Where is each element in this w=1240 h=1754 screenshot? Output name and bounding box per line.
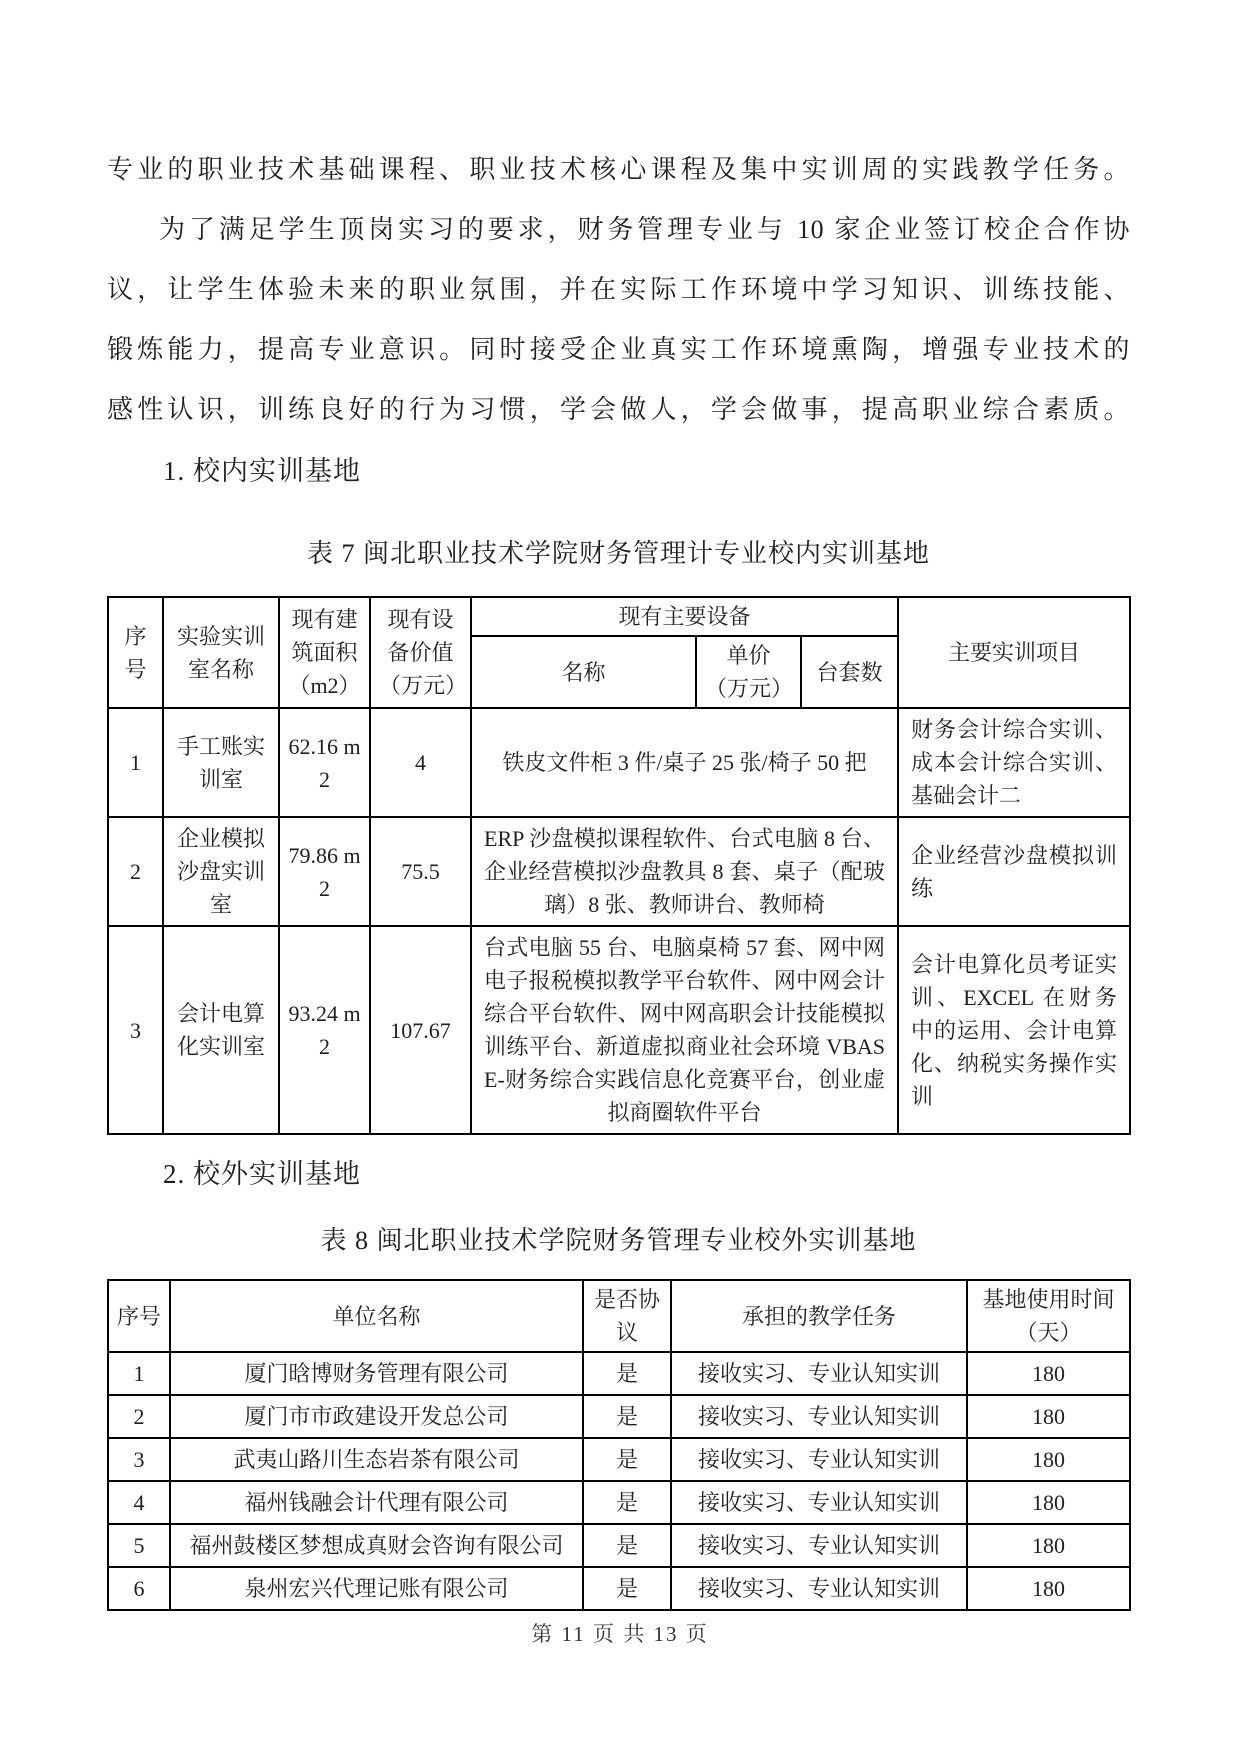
row-projects: 企业经营沙盘模拟训练: [898, 817, 1130, 926]
row-agree: 是: [583, 1481, 671, 1524]
table8-header-no: 序号: [108, 1280, 170, 1352]
paragraph-line: 锻炼能力，提高专业意识。同时接受企业真实工作环境熏陶，增强专业技术的: [107, 335, 1130, 364]
row-task: 接收实习、专业认知实训: [671, 1567, 967, 1610]
row-company: 武夷山路川生态岩茶有限公司: [170, 1438, 583, 1481]
table-row: [108, 1438, 1130, 1481]
row-area: 93.24 m2: [279, 926, 370, 1134]
paragraph-line: 议，让学生体验未来的职业氛围，并在实际工作环境中学习知识、训练技能、: [107, 275, 1130, 304]
row-area: 62.16 m2: [279, 708, 370, 817]
table7-header-room: 实验实训室名称: [163, 597, 279, 708]
row-company: 福州鼓楼区梦想成真财会咨询有限公司: [170, 1524, 583, 1567]
table7-header-row-1: [108, 597, 1130, 636]
section-heading-campus-external: 2. 校外实训基地: [163, 1159, 361, 1189]
row-no: 2: [108, 817, 163, 926]
row-time: 180: [967, 1524, 1130, 1567]
row-task: 接收实习、专业认知实训: [671, 1481, 967, 1524]
row-time: 180: [967, 1352, 1130, 1395]
row-task: 接收实习、专业认知实训: [671, 1524, 967, 1567]
row-company: 厦门市市政建设开发总公司: [170, 1395, 583, 1438]
paragraph-line: 为了满足学生顶岗实习的要求，财务管理专业与 10 家企业签订校企合作协: [159, 215, 1130, 244]
page-number-footer: 第 11 页 共 13 页: [531, 1622, 709, 1646]
table7-header-projects: 主要实训项目: [898, 597, 1130, 708]
row-projects: 会计电算化员考证实训、EXCEL 在财务中的运用、会计电算化、纳税实务操作实训: [898, 926, 1130, 1134]
row-agree: 是: [583, 1352, 671, 1395]
table-row: [108, 1352, 1130, 1395]
row-agree: 是: [583, 1395, 671, 1438]
row-no: 3: [108, 926, 163, 1134]
row-value: 107.67: [370, 926, 471, 1134]
table8-caption: 表 8 闽北职业技术学院财务管理专业校外实训基地: [320, 1226, 917, 1255]
table8-header-row: [108, 1280, 1130, 1352]
row-no: 1: [108, 1352, 170, 1395]
table7-header-equip-qty: 台套数: [801, 636, 898, 708]
row-no: 1: [108, 708, 163, 817]
row-time: 180: [967, 1567, 1130, 1610]
table7-header-equip-name: 名称: [471, 636, 696, 708]
paragraph-line: 感性认识，训练良好的行为习惯，学会做人，学会做事，提高职业综合素质。: [107, 395, 1130, 424]
row-room: 会计电算化实训室: [163, 926, 279, 1134]
page-content: [107, 140, 1130, 1611]
table7-header-area: 现有建筑面积（m2）: [279, 597, 370, 708]
table-row: [108, 817, 1130, 926]
table-row: [108, 708, 1130, 817]
row-no: 5: [108, 1524, 170, 1567]
row-area: 79.86 m2: [279, 817, 370, 926]
row-equipment: 台式电脑 55 台、电脑桌椅 57 套、网中网电子报税模拟教学平台软件、网中网会计综合平台软件、网中网高职会计技能模拟训练平台、新道虚拟商业社会环境 VBASE-财务综合实践信息化竞赛平台，创业虚拟商圈软件平台: [471, 926, 898, 1134]
table7-header-value: 现有设备价值（万元）: [370, 597, 471, 708]
table7-caption: 表 7 闽北职业技术学院财务管理计专业校内实训基地: [306, 539, 930, 568]
table8-header-name: 单位名称: [170, 1280, 583, 1352]
table-row: [108, 1524, 1130, 1567]
row-agree: 是: [583, 1567, 671, 1610]
paragraph-line: 专业的职业技术基础课程、职业技术核心课程及集中实训周的实践教学任务。: [107, 155, 1130, 184]
row-agree: 是: [583, 1438, 671, 1481]
row-equipment: ERP 沙盘模拟课程软件、台式电脑 8 台、企业经营模拟沙盘教具 8 套、桌子（配玻璃）8 张、教师讲台、教师椅: [471, 817, 898, 926]
row-equipment: 铁皮文件柜 3 件/桌子 25 张/椅子 50 把: [471, 708, 898, 817]
row-room: 手工账实训室: [163, 708, 279, 817]
table-row: [108, 1481, 1130, 1524]
row-task: 接收实习、专业认知实训: [671, 1438, 967, 1481]
row-value: 4: [370, 708, 471, 817]
row-no: 2: [108, 1395, 170, 1438]
table8-header-task: 承担的教学任务: [671, 1280, 967, 1352]
table8-header-time: 基地使用时间（天）: [967, 1280, 1130, 1352]
row-time: 180: [967, 1395, 1130, 1438]
table-row: [108, 1567, 1130, 1610]
row-no: 3: [108, 1438, 170, 1481]
row-time: 180: [967, 1438, 1130, 1481]
row-time: 180: [967, 1481, 1130, 1524]
table7-header-equip-price: 单价（万元）: [696, 636, 801, 708]
table-row: [108, 1395, 1130, 1438]
row-no: 4: [108, 1481, 170, 1524]
row-task: 接收实习、专业认知实训: [671, 1352, 967, 1395]
table-internal-training-bases: [107, 596, 1131, 1135]
row-room: 企业模拟沙盘实训室: [163, 817, 279, 926]
table-row: [108, 926, 1130, 1134]
section-heading-campus-internal: 1. 校内实训基地: [163, 456, 361, 486]
table-external-training-bases: [107, 1279, 1131, 1611]
row-company: 福州钱融会计代理有限公司: [170, 1481, 583, 1524]
row-company: 厦门晗博财务管理有限公司: [170, 1352, 583, 1395]
table8-header-agree: 是否协议: [583, 1280, 671, 1352]
row-agree: 是: [583, 1524, 671, 1567]
table7-header-equip-group: 现有主要设备: [471, 597, 898, 636]
row-task: 接收实习、专业认知实训: [671, 1395, 967, 1438]
row-no: 6: [108, 1567, 170, 1610]
row-value: 75.5: [370, 817, 471, 926]
row-company: 泉州宏兴代理记账有限公司: [170, 1567, 583, 1610]
row-projects: 财务会计综合实训、成本会计综合实训、基础会计二: [898, 708, 1130, 817]
table7-header-no: 序号: [108, 597, 163, 708]
